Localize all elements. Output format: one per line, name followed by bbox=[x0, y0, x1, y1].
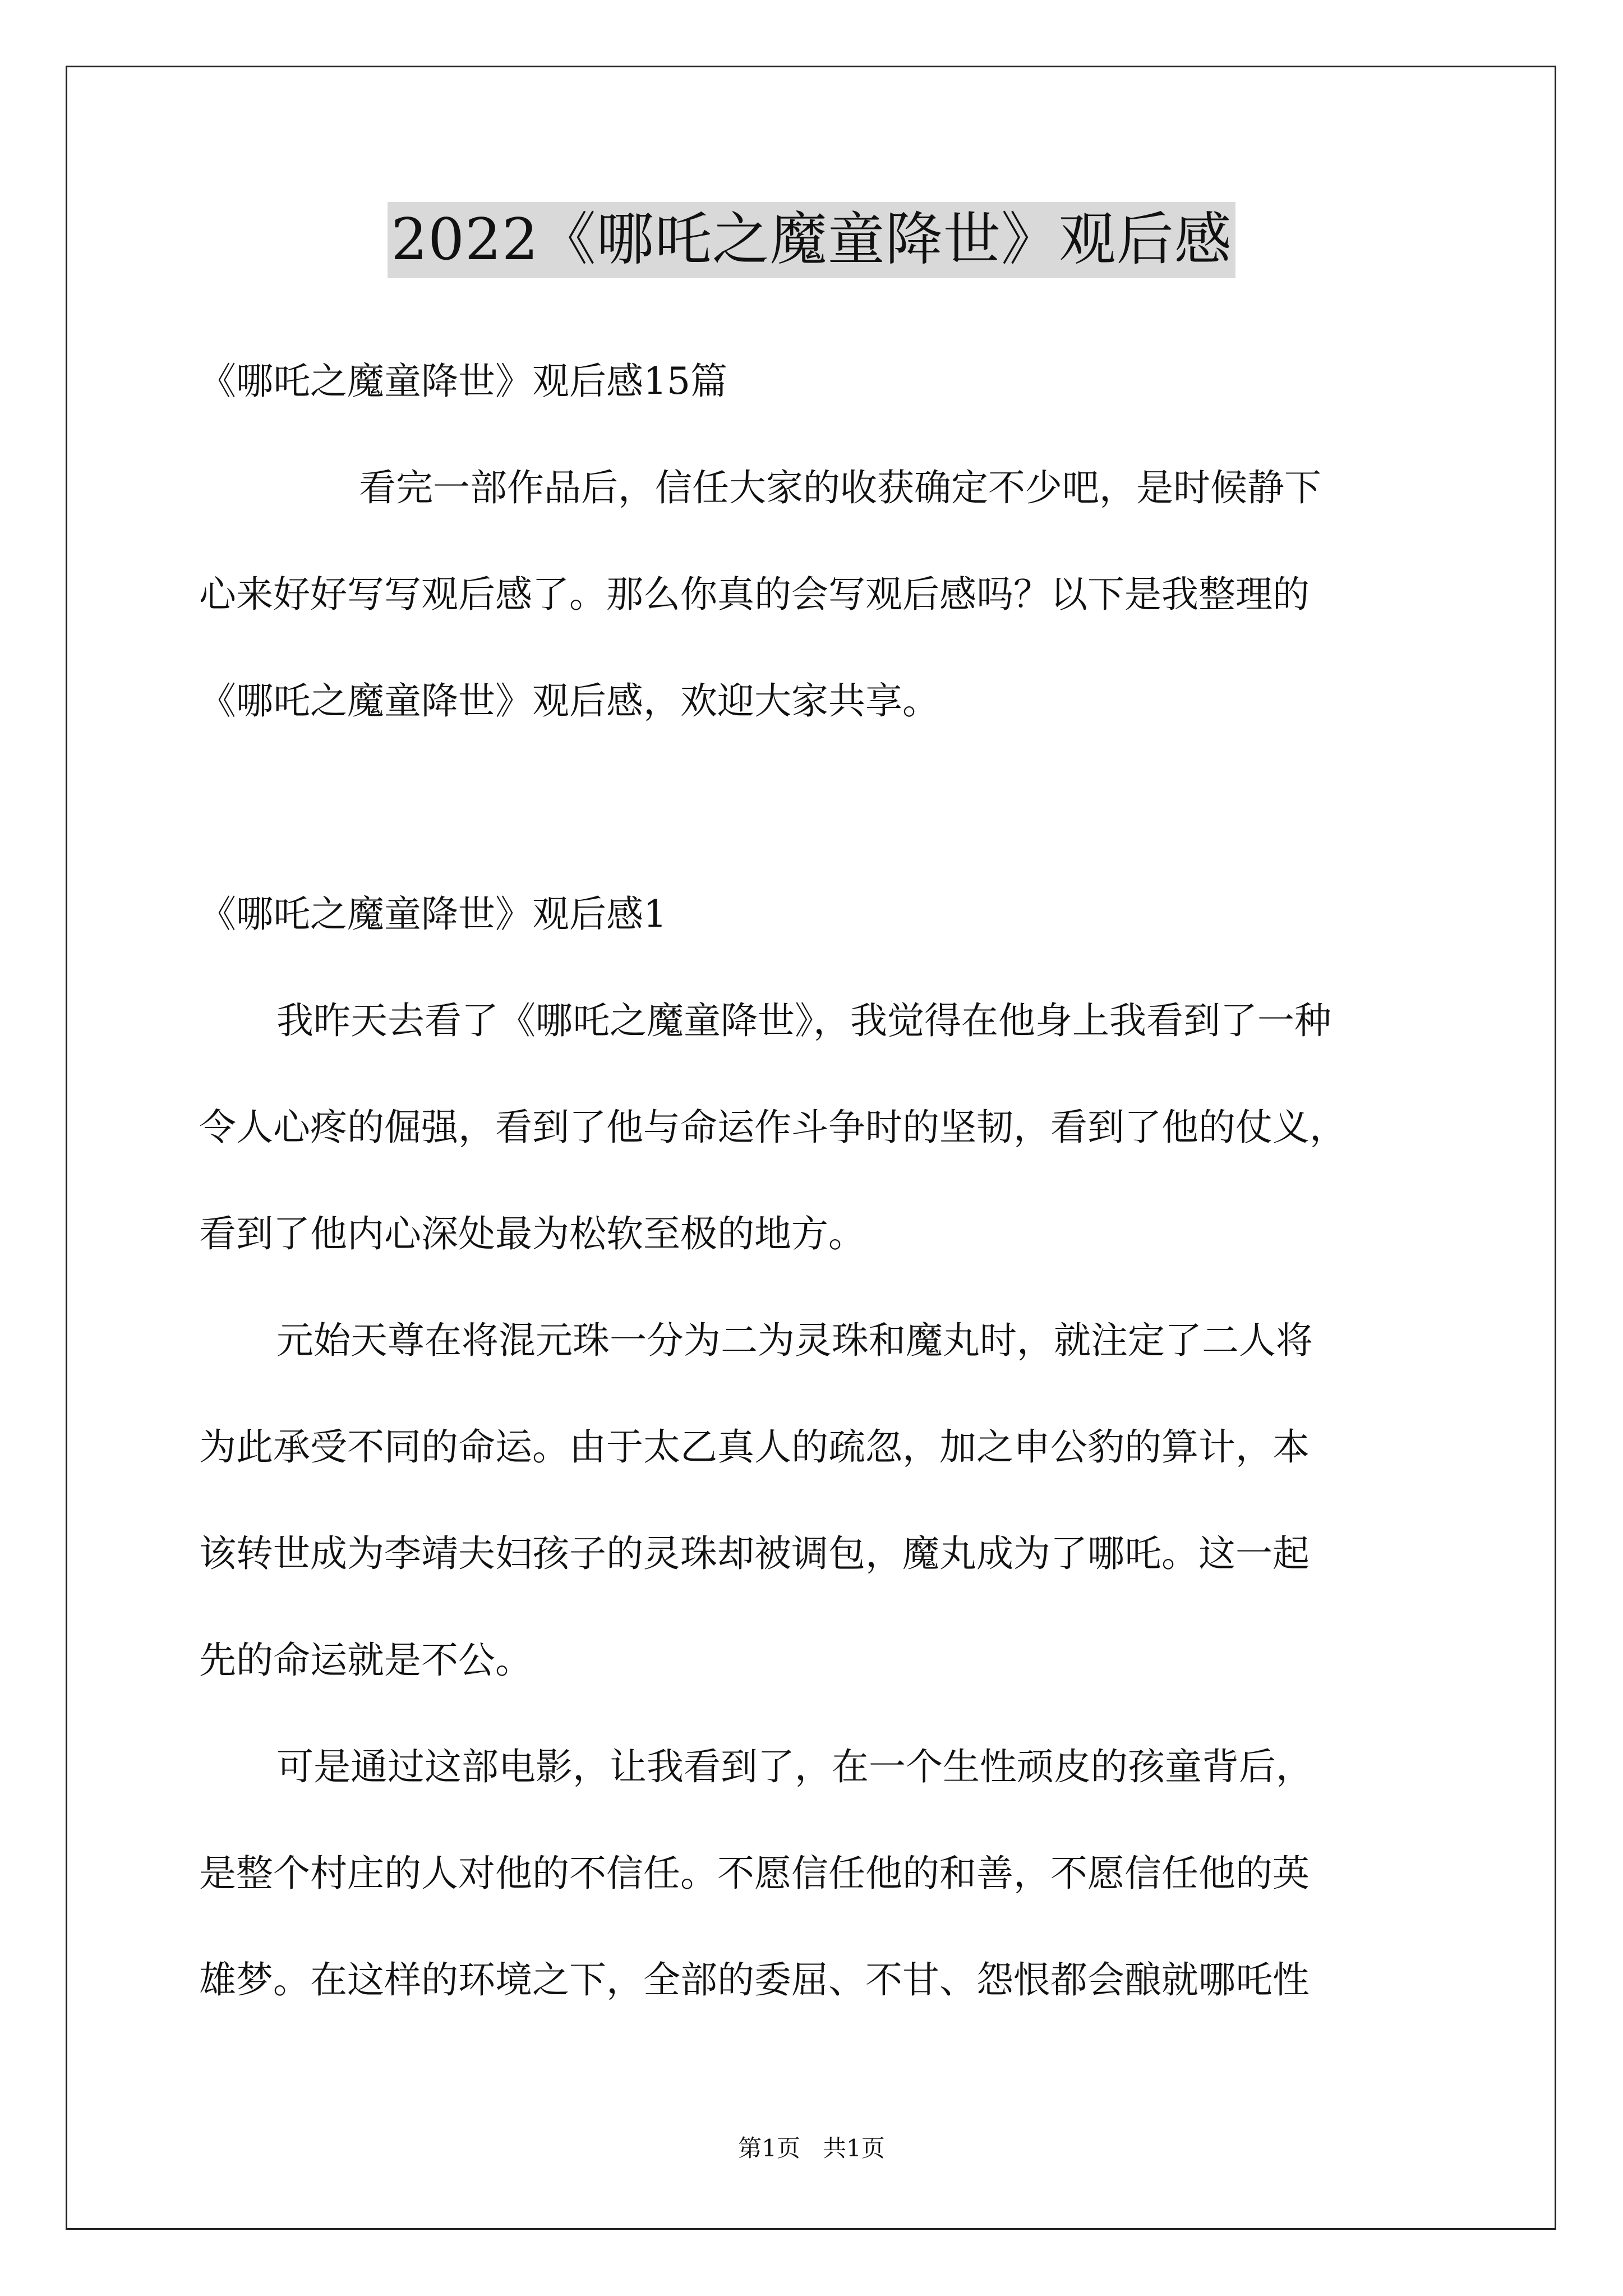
subtitle-line: 《哪吒之魔童降世》观后感15篇 bbox=[199, 360, 727, 403]
body-line: 是整个村庄的人对他的不信任。不愿信任他的和善，不愿信任他的英 bbox=[199, 1852, 1310, 1895]
body-line: 为此承受不同的命运。由于太乙真人的疏忽，加之申公豹的算计，本 bbox=[199, 1425, 1310, 1469]
body-line: 我昨天去看了《哪吒之魔童降世》，我觉得在他身上我看到了一种 bbox=[276, 999, 1331, 1042]
body-line: 先的命运就是不公。 bbox=[199, 1639, 532, 1682]
title-container bbox=[0, 202, 1623, 278]
page-footer: 第1页 共1页 bbox=[738, 2134, 885, 2162]
body-line: 看完一部作品后，信任大家的收获确定不少吧，是时候静下 bbox=[359, 466, 1321, 509]
document-title: 2022《哪吒之魔童降世》观后感 bbox=[388, 202, 1235, 278]
body-line: 可是通过这部电影，让我看到了，在一个生性顽皮的孩童背后， bbox=[276, 1745, 1313, 1788]
body-line: 元始天尊在将混元珠一分为二为灵珠和魔丸时，就注定了二人将 bbox=[276, 1319, 1313, 1362]
body-line: 《哪吒之魔童降世》观后感，欢迎大家共享。 bbox=[199, 679, 939, 723]
body-line: 心来好好写写观后感了。那么你真的会写观后感吗？以下是我整理的 bbox=[199, 573, 1310, 616]
body-line: 令人心疼的倔强，看到了他与命运作斗争时的坚韧，看到了他的仗义， bbox=[199, 1106, 1347, 1149]
section-heading: 《哪吒之魔童降世》观后感1 bbox=[199, 892, 667, 936]
body-line: 看到了他内心深处最为松软至极的地方。 bbox=[199, 1212, 865, 1255]
body-line: 雄梦。在这样的环境之下，全部的委屈、不甘、怨恨都会酿就哪吒性 bbox=[199, 1958, 1310, 2001]
body-line: 该转世成为李靖夫妇孩子的灵珠却被调包，魔丸成为了哪吒。这一起 bbox=[199, 1532, 1310, 1575]
